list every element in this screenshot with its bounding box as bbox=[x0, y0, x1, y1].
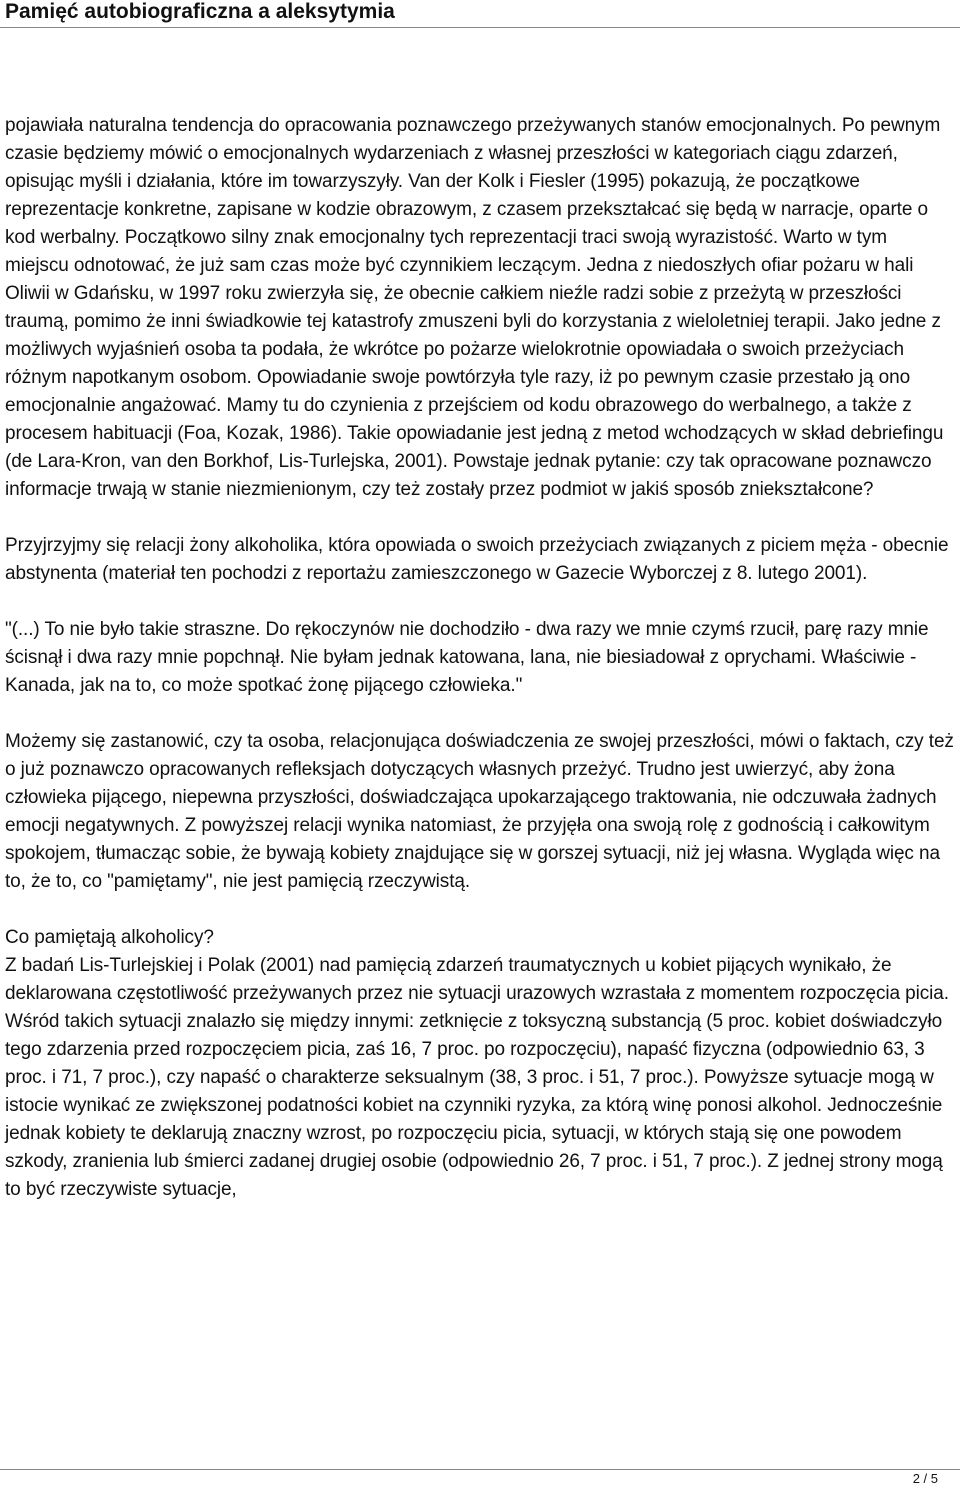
paragraph-research: Z badań Lis-Turlejskiej i Polak (2001) nad pamięcią zdarzeń traumatycznych u kobiet pijących wynikało, że deklarowana częstotliwość przeżywanych przez nie sytuacji urazowych wzrastała z momentem rozpoczęcia picia. Wśród takich sytuacji znalazło się między innymi: zetknięcie z toksyczną substancją (5 proc. kobiet doświadczyło tego zdarzenia przed rozpoczęciem picia, zaś 16, 7 proc. po rozpoczęciu), napaść fizyczna (odpowiednio 63, 3 proc. i 71, 7 proc.), czy napaść o charakterze seksualnym (38, 3 proc. i 51, 7 proc.). Powyższe sytuacje mogą w istocie wynikać ze zwiększonej podatności kobiet na czynniki ryzyka, za którą winę ponosi alkohol. Jednocześnie jednak kobiety te deklarują znaczny wzrost, po rozpoczęciu picia, sytuacji, w których stają się one powodem szkody, zranienia lub śmierci zadanej drugiej osobie (odpowiednio 26, 7 proc. i 51, 7 proc.). Z jednej strony mogą to być rzeczywiste sytuacje, bbox=[5, 955, 949, 1200]
section-heading: Co pamiętają alkoholicy? bbox=[5, 927, 214, 948]
document-body bbox=[5, 112, 955, 1204]
document-title: Pamięć autobiograficzna a aleksytymia bbox=[5, 0, 395, 23]
header-divider bbox=[0, 27, 960, 28]
paragraph-spacer bbox=[5, 504, 955, 532]
page-number: 2 / 5 bbox=[912, 1471, 938, 1486]
paragraph-memory-processing: pojawiała naturalna tendencja do opracowania poznawczego przeżywanych stanów emocjonalnych. Po pewnym czasie będziemy mówić o emocjonalnych wydarzeniach z własnej przeszłości w kategoriach ciągu zdarzeń, opisując myśli i działania, które im towarzyszyły. Van der Kolk i Fiesler (1995) pokazują, że początkowe reprezentacje konkretne, zapisane w kodzie obrazowym, z czasem przekształcać się będą w narracje, oparte o kod werbalny. Początkowo silny znak emocjonalny tych reprezentacji traci swoją wyrazistość. Warto w tym miejscu odnotować, że już sam czas może być czynnikiem leczącym. Jedna z niedoszłych ofiar pożaru w hali Oliwii w Gdańsku, w 1997 roku zwierzyła się, że obecnie całkiem nieźle radzi sobie z przeżytą w przeszłości traumą, pomimo że inni świadkowie tej katastrofy zmuszeni byli do korzystania z wieloletniej terapii. Jako jedne z możliwych wyjaśnień osoba ta podała, że wkrótce po pożarze wielokrotnie opowiadała o swoich przeżyciach różnym napotkanym osobom. Opowiadanie swoje powtórzyła tyle razy, iż po pewnym czasie przestało ją ono emocjonalnie angażować. Mamy tu do czynienia z przejściem od kodu obrazowego do werbalnego, a także z procesem habituacji (Foa, Kozak, 1986). Takie opowiadanie jest jedną z metod wchodzących w skład debriefingu (de Lara-Kron, van den Borkhof, Lis-Turlejska, 2001). Powstaje jednak pytanie: czy tak opracowane poznawczo informacje trwają w stanie niezmienionym, czy też zostały przez podmiot w jakiś sposób zniekształcone? bbox=[5, 115, 944, 500]
paragraph-reflection: Możemy się zastanowić, czy ta osoba, relacjonująca doświadczenia ze swojej przeszłości, mówi o faktach, czy też o już poznawczo opracowanych refleksjach dotyczących własnych przeżyć. Trudno jest uwierzyć, aby żona człowieka pijącego, niepewna przyszłości, doświadczająca upokarzającego traktowania, nie odczuwała żadnych emocji negatywnych. Z powyższej relacji wynika natomiast, że przyjęła ona swoją rolę z godnością i całkowitym spokojem, tłumacząc sobie, że bywają kobiety znajdujące się w gorszej sytuacji, niż jej własna. Wygląda więc na to, że to, co "pamiętamy", nie jest pamięcią rzeczywistą. bbox=[5, 731, 954, 892]
paragraph-spacer bbox=[5, 588, 955, 616]
paragraph-spacer bbox=[5, 896, 955, 924]
footer-divider bbox=[0, 1469, 960, 1470]
paragraph-spacer bbox=[5, 700, 955, 728]
paragraph-quote: "(...) To nie było takie straszne. Do rękoczynów nie dochodziło - dwa razy we mnie czymś rzucił, parę razy mnie ścisnął i dwa razy mnie popchnął. Nie byłam jednak katowana, lana, nie biesiadował z oprychami. Właściwie - Kanada, jak na to, co może spotkać żonę pijącego człowieka." bbox=[5, 619, 929, 696]
paragraph-wife-account-intro: Przyjrzyjmy się relacji żony alkoholika, która opowiada o swoich przeżyciach związanych z piciem męża - obecnie abstynenta (materiał ten pochodzi z reportażu zamieszczonego w Gazecie Wyborczej z 8. lutego 2001). bbox=[5, 535, 949, 584]
